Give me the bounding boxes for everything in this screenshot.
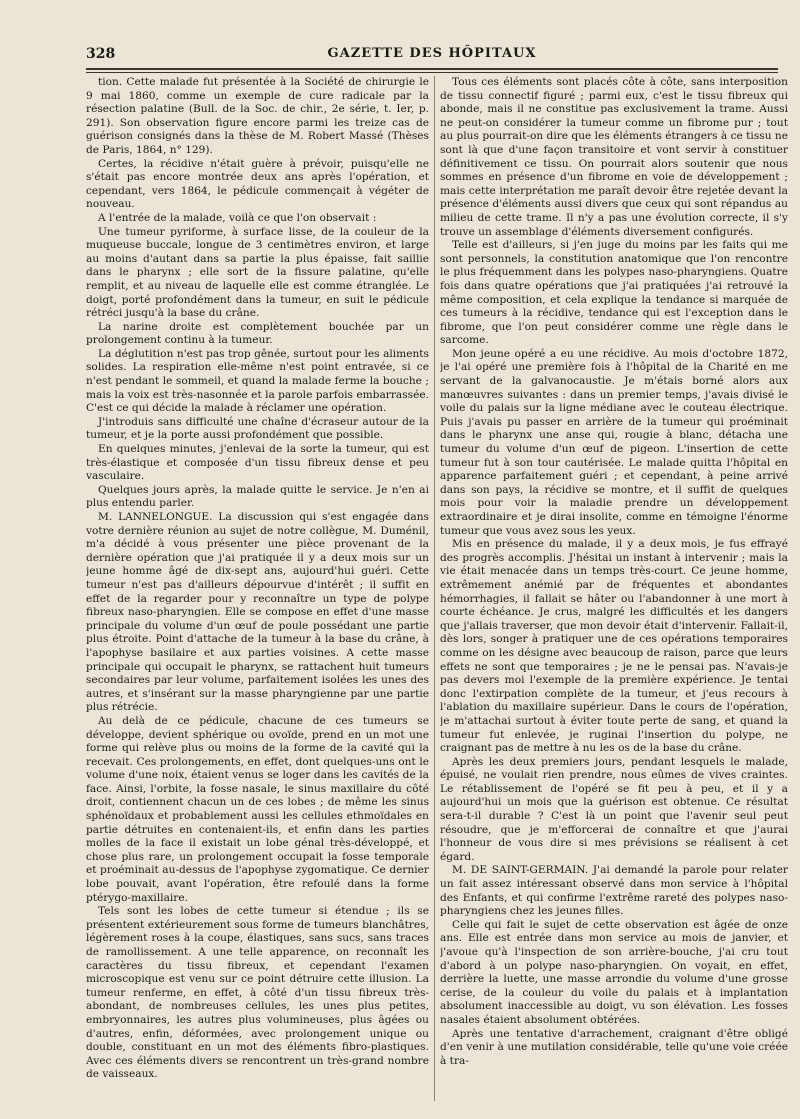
paragraph: La déglutition n'est pas trop gênée, surtout pour les aliments solides. La respiration elle-même n'est point entravée, si ce n'est pendant le sommeil, et quand la malade ferme la bouche ; mais la voix est très-nasonnée et la parole parfois embarrassée. C'est ce qui décide la malade à réclamer une opération. <box>86 347 429 415</box>
paragraph: tion. Cette malade fut présentée à la Société de chirurgie le 9 mai 1860, comme un exemple de cure radicale par la résection palatine (Bull. de la Soc. de chir., 2e série, t. Ier, p. 291). Son observation figure encore parmi les treize cas de guérison consignés dans la thèse de M. Robert Massé (Thèses de Paris, 1864, n° 129). <box>86 76 429 156</box>
paragraph: Certes, la récidive n'était guère à prévoir, puisqu'elle ne s'était pas encore montrée deux ans après l'opération, et cependant, vers 1864, le pédicule commençait à végéter de nouveau. <box>86 157 429 211</box>
paragraph: J'introduis sans difficulté une chaîne d'écraseur autour de la tumeur, et je la porte aussi profondément que possible. <box>86 415 429 442</box>
header-rule <box>86 68 778 73</box>
paragraph: Quelques jours après, la malade quitte le service. Je n'en ai plus entendu parler. <box>86 483 429 510</box>
paragraph: Après une tentative d'arrachement, craignant d'être obligé d'en venir à une mutilation considérable, telle qu'une voie créée à tra- <box>440 1027 788 1067</box>
column-divider <box>434 76 435 1101</box>
page-header <box>86 44 778 66</box>
paragraph: En quelques minutes, j'enlevai de la sorte la tumeur, qui est très-élastique et composée d'un tissu fibreux dense et peu vasculaire. <box>86 443 429 483</box>
paragraph: M. LANNELONGUE. La discussion qui s'est engagée dans votre dernière réunion au sujet de notre collègue, M. Duménil, m'a décidé à vous présenter une pièce provenant de la dernière opération que j'ai pratiquée il y a deux mois sur un jeune homme âgé de dix-sept ans, aujourd'hui guéri. Cette tumeur n'est pas d'ailleurs dépourvue d'intérêt ; il suffit en effet de la regarder pour y reconnaître un type de polype fibreux naso-pharyngien. Elle se compose en effet d'une masse principale du volume d'un œuf de poule possédant une partie plus étroite. Point d'attache de la tumeur à la base du crâne, à l'apophyse basilaire et aux parties voisines. A cette masse principale qui occupait le pharynx, se rattachent huit tumeurs secondaires par leur volume, parfaitement isolées les unes des autres, et s'insérant sur la masse pharyngienne par une partie plus rétrécie. <box>86 511 429 714</box>
running-title: GAZETTE DES HÔPITAUX <box>327 46 537 61</box>
paragraph: A l'entrée de la malade, voilà ce que l'on observait : <box>98 211 377 224</box>
paragraph: Au delà de ce pédicule, chacune de ces tumeurs se développe, devient sphérique ou ovoïde, prend en un mot une forme qui relève plus ou moins de la forme de la cavité qui la recevait. Ces prolongements, en effet, dont quelques-uns ont le volume d'une noix, étaient venus se loger dans les cavités de la face. Ainsi, l'orbite, la fosse nasale, le sinus maxillaire du côté droit, contiennent chacun un de ces lobes ; de même les sinus sphénoïdaux et probablement aussi les cellules ethmoïdales en partie détruites en contenaient-ils, et enfin dans les parties molles de la face il existait un lobe génal très-développé, et chose plus rare, un prolongement occupait la fosse temporale et proéminait au-dessus de l'apophyse zygomatique. Ce dernier lobe pouvait, avant l'opération, être refoulé dans la forme ptérygo-maxillaire. <box>86 714 429 904</box>
paragraph: Une tumeur pyriforme, à surface lisse, de la couleur de la muqueuse buccale, longue de 3 centimètres environ, et large au moins d'autant dans sa partie la plus épaisse, fait saillie dans le pharynx ; elle sort de la fissure palatine, qu'elle remplit, et au niveau de laquelle elle est comme étranglée. Le doigt, porté profondément dans la tumeur, en suit le pédicule rétréci jusqu'à la base du crâne. <box>86 225 429 320</box>
page-number: 328 <box>86 46 116 62</box>
paragraph: Celle qui fait le sujet de cette observation est âgée de onze ans. Elle est entrée dans mon service au mois de janvier, et j'avoue qu'à l'inspection de son arrière-bouche, j'ai cru tout d'abord à un polype naso-pharyngien. On voyait, en effet, derrière la luette, une masse arrondie du volume d'une grosse cerise, de la couleur du voile du palais et à implantation absolument inaccessible au doigt, vu son élévation. Les fosses nasales étaient absolument obtérées. <box>440 918 788 1026</box>
paragraph: Mon jeune opéré a eu une récidive. Au mois d'octobre 1872, je l'ai opéré une première fois à l'hôpital de la Charité en me servant de la galvanocaustie. Je m'étais borné alors aux manœuvres suivantes : dans un premier temps, j'avais divisé le voile du palais sur la ligne médiane avec le couteau électrique. Puis j'avais pu passer en arrière de la tumeur qui proéminait dans le pharynx une anse qui, rougie à blanc, détacha une tumeur du volume d'un œuf de pigeon. L'insertion de cette tumeur fut à son tour cautérisée. Le malade quitta l'hôpital en apparence parfaitement guéri ; et cependant, à peine arrivé dans son pays, la récidive se montre, et il suffit de quelques mois pour voir la maladie prendre un développement extraordinaire et je dirai insolite, comme en témoigne l'énorme tumeur que vous avez sous les yeux. <box>440 347 788 537</box>
paragraph: Après les deux premiers jours, pendant lesquels le malade, épuisé, ne voulait rien prendre, nous eûmes de vives craintes. Le rétablissement de l'opéré se fit peu à peu, et il y a aujourd'hui un mois que la guérison est obtenue. Ce résultat sera-t-il durable ? C'est là un point que l'avenir seul peut résoudre, que je m'efforcerai de connaître et que j'aurai l'honneur de vous dire si mes prévisions se réalisent à cet égard. <box>440 755 788 863</box>
paragraph: Tous ces éléments sont placés côte à côte, sans interposition de tissu connectif figuré ; parmi eux, c'est le tissu fibreux qui abonde, mais il ne constitue pas exclusivement la trame. Aussi ne peut-on considérer la tumeur comme un fibrome pur ; tout au plus pourrait-on dire que les éléments étrangers à ce tissu ne sont là que d'une façon transitoire et vont servir à constituer définitivement ce tissu. On pourrait alors soutenir que nous sommes en présence d'un fibrome en voie de développement ; mais cette interprétation me paraît devoir être rejetée devant la présence d'éléments aussi divers que ceux qui sont répandus au milieu de cette trame. Il n'y a pas une évolution correcte, il s'y trouve un assemblage d'éléments diversement configurés. <box>440 76 788 238</box>
paragraph: La narine droite est complètement bouchée par un prolongement continu à la tumeur. <box>86 320 429 347</box>
right-column <box>440 76 788 1101</box>
left-column <box>86 76 429 1101</box>
paragraph: Tels sont les lobes de cette tumeur si étendue ; ils se présentent extérieurement sous forme de tumeurs blanchâtres, légèrement roses à la coupe, élastiques, sans sucs, sans traces de ramollissement. A une telle apparence, on reconnaît les caractères du tissu fibreux, et cependant l'examen microscopique est venu sur ce point détruire cette illusion. La tumeur renferme, en effet, à côté d'un tissu fibreux très-abondant, de nombreuses cellules, les unes plus petites, embryonnaires, les autres plus volumineuses, plus âgées ou d'autres, enfin, déformées, avec prolongement unique ou double, constituant en un mot des éléments fibro-plastiques. Avec ces éléments divers se rencontrent un très-grand nombre de vaisseaux. <box>86 905 429 1081</box>
paragraph: M. DE SAINT-GERMAIN. J'ai demandé la parole pour relater un fait assez intéressant observé dans mon service à l'hôpital des Enfants, et qui confirme l'extrême rareté des polypes naso-pharyngiens chez les jeunes filles. <box>440 864 788 918</box>
paragraph: Telle est d'ailleurs, si j'en juge du moins par les faits qui me sont personnels, la constitution anatomique que l'on rencontre le plus fréquemment dans les polypes naso-pharyngiens. Quatre fois dans quatre opérations que j'ai pratiquées j'ai retrouvé la même composition, et cela explique la tendance si marquée de ces tumeurs à la récidive, tendance qui est l'exception dans le fibrome, que l'on peut considérer comme une règle dans le sarcome. <box>440 239 788 347</box>
paragraph: Mis en présence du malade, il y a deux mois, je fus effrayé des progrès accomplis. J'hésitai un instant à intervenir ; mais la vie était menacée dans un temps très-court. Ce jeune homme, extrêmement anémié par de fréquentes et abondantes hémorrhagies, il fallait se hâter ou l'abandonner à une mort à courte échéance. Je crus, malgré les difficultés et les dangers que j'allais traverser, que mon devoir était d'intervenir. Fallait-il, dès lors, songer à pratiquer une de ces opérations temporaires comme on les désigne avec beaucoup de raison, parce que leurs effets ne sont que temporaires ; je ne le pensai pas. N'avais-je pas devers moi l'exemple de la première expérience. Je tentai donc l'extirpation complète de la tumeur, et j'eus recours à l'ablation du maxillaire supérieur. Dans le cours de l'opération, je m'attachai surtout à éviter toute perte de sang, et quand la tumeur fut enlevée, je ruginai l'insertion du polype, ne craignant pas de mettre à nu les os de la base du crâne. <box>440 538 788 755</box>
